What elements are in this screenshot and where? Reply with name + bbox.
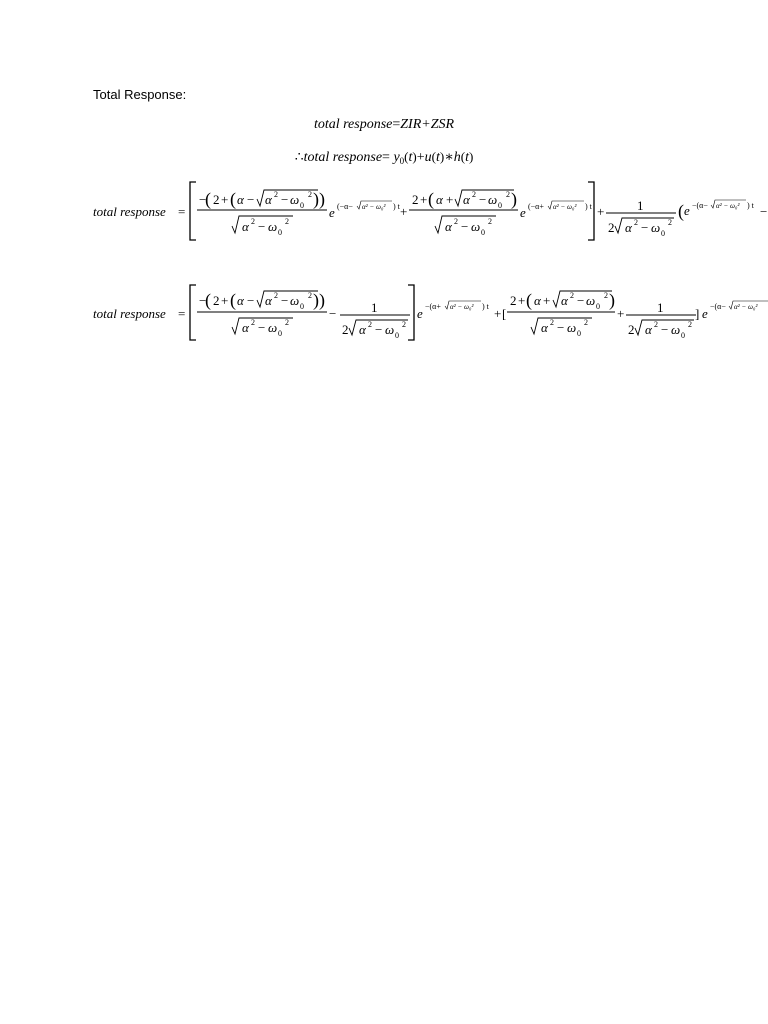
eq2-y: y xyxy=(393,150,400,165)
svg-text:−: − xyxy=(281,192,289,207)
svg-text:2: 2 xyxy=(285,217,289,226)
svg-text:−: − xyxy=(247,293,255,308)
eq3-left-bracket xyxy=(190,182,196,240)
svg-text:α² − ω₀²: α² − ω₀² xyxy=(734,303,758,311)
svg-text:): ) xyxy=(319,189,325,209)
svg-text:2: 2 xyxy=(488,217,492,226)
svg-text:(−α+: (−α+ xyxy=(528,202,544,211)
eq2-conv: ∗ xyxy=(444,150,454,165)
svg-text:(: ( xyxy=(230,189,236,209)
svg-text:(: ( xyxy=(526,290,532,310)
eq4-bracket-close: ] xyxy=(695,306,700,321)
svg-text:2: 2 xyxy=(570,291,574,300)
svg-text:ω: ω xyxy=(268,219,278,234)
svg-text:α² − ω₀²: α² − ω₀² xyxy=(362,203,386,211)
eq3-neg: − xyxy=(199,192,207,207)
svg-text:2: 2 xyxy=(274,291,278,300)
svg-text:0: 0 xyxy=(395,331,399,340)
svg-text:2: 2 xyxy=(608,220,615,235)
svg-text:α: α xyxy=(445,219,452,234)
svg-text:0: 0 xyxy=(661,229,665,238)
svg-text:): ) xyxy=(511,189,517,209)
svg-text:2: 2 xyxy=(251,318,255,327)
svg-text:ω: ω xyxy=(385,322,395,337)
svg-text:+: + xyxy=(617,306,625,321)
svg-text:−: − xyxy=(281,293,289,308)
svg-text:e: e xyxy=(702,306,708,321)
svg-text:−: − xyxy=(479,192,487,207)
eq3-trailing-minus: − xyxy=(760,204,768,219)
eq3-e1: e xyxy=(329,205,335,220)
svg-text:−(α−: −(α− xyxy=(710,302,726,311)
svg-text:−: − xyxy=(557,320,565,335)
eq3-lhs: total response xyxy=(93,204,166,219)
svg-text:0: 0 xyxy=(300,201,304,210)
svg-text:+: + xyxy=(543,293,551,308)
eq3-rel: = xyxy=(178,204,186,219)
eq4-term2 xyxy=(340,300,410,340)
svg-text:+: + xyxy=(518,293,526,308)
svg-text:+: + xyxy=(420,192,428,207)
svg-text:α² − ω₀²: α² − ω₀² xyxy=(553,203,577,211)
svg-text:−: − xyxy=(329,306,337,321)
svg-text:−: − xyxy=(258,320,266,335)
svg-text:2: 2 xyxy=(368,320,372,329)
eq4-rel: = xyxy=(178,306,186,321)
svg-text:) t: ) t xyxy=(747,201,754,210)
svg-text:−(α+: −(α+ xyxy=(425,302,441,311)
svg-text:(: ( xyxy=(205,189,211,209)
svg-text:α: α xyxy=(541,320,548,335)
eq3-minus: − xyxy=(247,192,255,207)
svg-text:2: 2 xyxy=(251,217,255,226)
svg-text:2: 2 xyxy=(342,322,349,337)
svg-text:): ) xyxy=(313,290,319,310)
svg-text:α: α xyxy=(237,293,244,308)
therefore-symbol: ∴ xyxy=(294,150,304,165)
svg-text:(−α−: (−α− xyxy=(337,202,353,211)
eq1-rhs: ZIR+ZSR xyxy=(400,117,455,132)
eq3-one: 1 xyxy=(637,198,644,213)
eq2-plus: + xyxy=(416,150,425,165)
svg-text:2: 2 xyxy=(412,192,419,207)
eq2-t1: t xyxy=(408,150,413,165)
svg-text:2: 2 xyxy=(604,291,608,300)
svg-text:α² − ω₀²: α² − ω₀² xyxy=(450,303,474,311)
svg-text:0: 0 xyxy=(681,331,685,340)
eq4-term3 xyxy=(507,290,615,338)
svg-text:0: 0 xyxy=(596,302,600,311)
svg-text:e: e xyxy=(520,205,526,220)
svg-text:0: 0 xyxy=(278,329,282,338)
svg-text:0: 0 xyxy=(481,228,485,237)
eq4-term1 xyxy=(197,290,327,338)
svg-text:−(α−: −(α− xyxy=(692,201,708,210)
svg-text:2: 2 xyxy=(628,322,635,337)
eq2-lhs: total response xyxy=(303,150,383,165)
eq3-plus: + xyxy=(221,192,229,207)
svg-text:) t: ) t xyxy=(393,202,400,211)
equation-convolution: ∴total response= $y_0(t)+u(t)∗h(t)$ xyxy=(294,149,474,166)
svg-text:+: + xyxy=(494,306,502,321)
svg-text:2: 2 xyxy=(550,318,554,327)
svg-text:): ) xyxy=(313,189,319,209)
svg-text:e: e xyxy=(684,203,690,218)
svg-text:2: 2 xyxy=(285,318,289,327)
svg-text:0: 0 xyxy=(577,329,581,338)
svg-text:0: 0 xyxy=(278,228,282,237)
svg-text:−: − xyxy=(199,293,207,308)
svg-text:−: − xyxy=(577,293,585,308)
svg-text:2: 2 xyxy=(213,293,220,308)
svg-text:2: 2 xyxy=(506,190,510,199)
svg-text:α: α xyxy=(359,322,366,337)
svg-text:α: α xyxy=(625,220,632,235)
eq3-two: 2 xyxy=(213,192,220,207)
svg-text:2: 2 xyxy=(308,190,312,199)
svg-text:(: ( xyxy=(230,290,236,310)
eq4-term4 xyxy=(626,300,696,340)
svg-text:ω: ω xyxy=(471,219,481,234)
svg-text:e: e xyxy=(417,306,423,321)
svg-text:ω: ω xyxy=(567,320,577,335)
eq2-y-sub: 0 xyxy=(399,156,405,166)
svg-text:−: − xyxy=(641,220,649,235)
svg-text:) t: ) t xyxy=(585,202,592,211)
eq2-h: h xyxy=(453,150,461,165)
svg-text:−: − xyxy=(661,322,669,337)
svg-text:2: 2 xyxy=(274,190,278,199)
eq3-right-bracket xyxy=(588,182,594,240)
svg-text:2: 2 xyxy=(634,218,638,227)
eq3-term3 xyxy=(606,198,767,238)
svg-text:α² − ω₀²: α² − ω₀² xyxy=(716,202,740,210)
eq3-term2 xyxy=(409,189,593,237)
svg-text:−: − xyxy=(461,219,469,234)
svg-text:+: + xyxy=(446,192,454,207)
eq4-lhs: total response xyxy=(93,306,166,321)
svg-text:+: + xyxy=(221,293,229,308)
svg-text:1: 1 xyxy=(657,300,664,315)
svg-text:ω: ω xyxy=(290,192,300,207)
svg-text:α: α xyxy=(242,219,249,234)
eq2-t3: t xyxy=(465,150,469,165)
svg-text:ω: ω xyxy=(586,293,596,308)
svg-text:+: + xyxy=(597,204,605,219)
svg-text:2: 2 xyxy=(654,320,658,329)
eq3-plus-between: + xyxy=(400,204,408,219)
svg-text:(: ( xyxy=(205,290,211,310)
svg-text:): ) xyxy=(609,290,615,310)
svg-text:2: 2 xyxy=(510,293,517,308)
svg-text:ω: ω xyxy=(488,192,498,207)
svg-text:2: 2 xyxy=(688,320,692,329)
eq2-t2: t xyxy=(435,150,440,165)
svg-text:2: 2 xyxy=(454,217,458,226)
svg-text:α: α xyxy=(463,192,470,207)
svg-text:−: − xyxy=(258,219,266,234)
svg-text:ω: ω xyxy=(290,293,300,308)
equation-total-response-expanded xyxy=(93,182,767,240)
eq1-rel: = xyxy=(392,117,401,132)
eq4-bracket-open: [ xyxy=(502,306,507,321)
eq1-lhs: total response xyxy=(313,117,393,132)
svg-text:2: 2 xyxy=(472,190,476,199)
svg-text:(: ( xyxy=(678,201,684,221)
svg-text:): ) xyxy=(319,290,325,310)
svg-text:α: α xyxy=(645,322,652,337)
equation-total-response-grouped xyxy=(93,285,768,340)
eq3-alpha: α xyxy=(237,192,244,207)
svg-text:α: α xyxy=(534,293,541,308)
svg-text:2: 2 xyxy=(308,291,312,300)
eq2-u: u xyxy=(424,150,432,165)
svg-text:α: α xyxy=(265,293,272,308)
svg-text:2: 2 xyxy=(668,218,672,227)
svg-text:ω: ω xyxy=(268,320,278,335)
svg-text:1: 1 xyxy=(371,300,378,315)
svg-text:−: − xyxy=(375,322,383,337)
svg-text:(: ( xyxy=(428,189,434,209)
svg-text:ω: ω xyxy=(671,322,681,337)
svg-text:α: α xyxy=(242,320,249,335)
svg-text:2: 2 xyxy=(584,318,588,327)
svg-text:0: 0 xyxy=(498,201,502,210)
eq3-term1 xyxy=(197,189,401,237)
svg-text:) t: ) t xyxy=(482,302,489,311)
svg-text:2: 2 xyxy=(402,320,406,329)
svg-text:0: 0 xyxy=(300,302,304,311)
section-heading: Total Response: xyxy=(93,87,187,102)
svg-text:α: α xyxy=(436,192,443,207)
svg-text:ω: ω xyxy=(651,220,661,235)
svg-text:α: α xyxy=(265,192,272,207)
svg-text:α: α xyxy=(561,293,568,308)
eq2-rel: = xyxy=(382,150,390,165)
